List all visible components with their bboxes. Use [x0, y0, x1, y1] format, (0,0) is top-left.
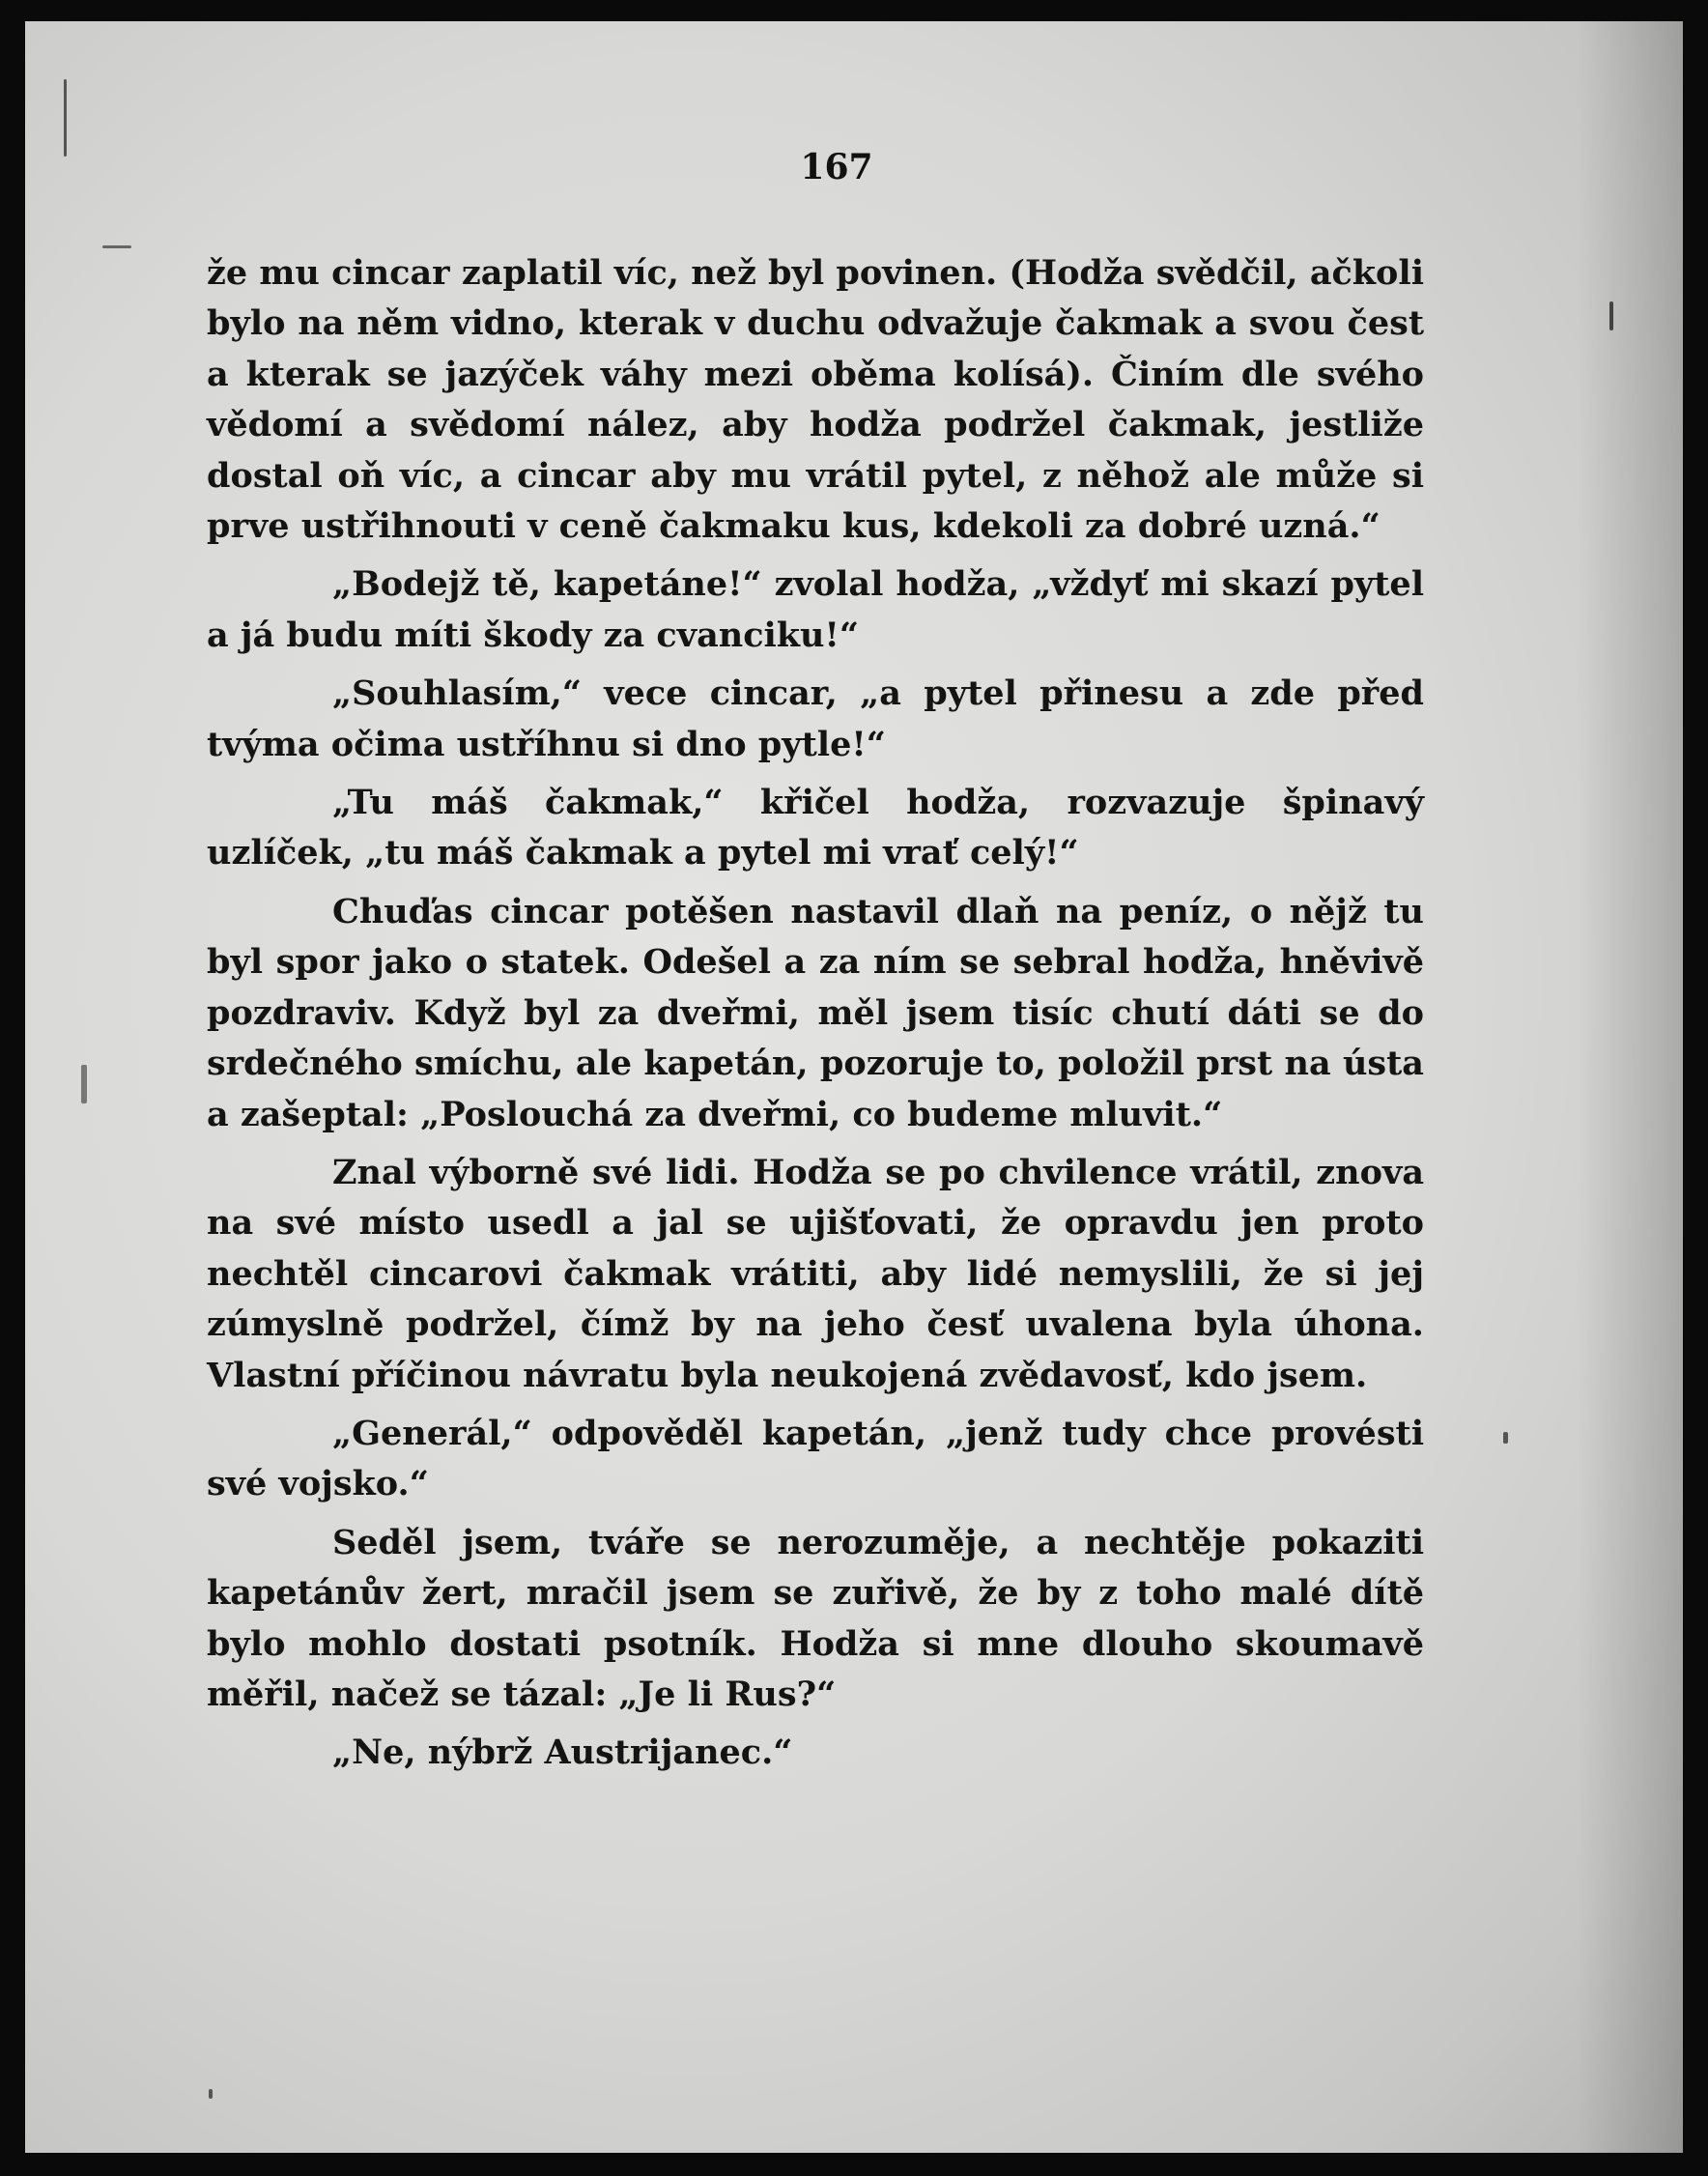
paragraph: že mu cincar zaplatil víc, než byl povinen. (Hodža svědčil, ačkoli bylo na něm vidno, kterak v duchu odvažuje čakmak a svou čest a kterak se jazýček váhy mezi oběma kolísá). Činím dle svého vědomí a svědomí nález, aby hodža podržel čakmak, jestliže dostal oň víc, a cincar aby mu vrátil pytel, z něhož ale může si prve ustřihnouti v ceně čakmaku kus, kdekoli za dobré uzná.“ [207, 253, 1424, 547]
paragraph: „Bodejž tě, kapetáne!“ zvolal hodža, „vždyť mi skazí pytel a já budu míti škody za cvanciku!“ [207, 564, 1424, 655]
paragraph: Znal výborně své lidi. Hodža se po chvilence vrátil, znova na své místo usedl a jal se ujišťovati, že opravdu jen proto nechtěl cincarovi čakmak vrátiti, aby lidé nemyslili, že si jej zúmyslně podržel, čímž by na jeho česť uvalena byla úhona. Vlastní příčinou návratu byla neukojená zvědavosť, kdo jsem. [207, 1152, 1424, 1395]
scan-artifact [209, 2089, 213, 2099]
scan-artifact [81, 1065, 87, 1103]
book-page [25, 21, 1683, 2153]
scan-artifact [1503, 1432, 1508, 1444]
paragraph: Seděl jsem, tváře se nerozuměje, a nechtěje pokaziti kapetánův žert, mračil jsem se zuřivě, že by z toho malé dítě bylo mohlo dostati psotník. Hodža si mne dlouho skoumavě měřil, načež se tázal: „Je li Rus?“ [207, 1522, 1424, 1714]
scan-artifact [1609, 301, 1613, 330]
paragraph: „Tu máš čakmak,“ křičel hodža, rozvazuje špinavý uzlíček, „tu máš čakmak a pytel mi vrať celý!“ [207, 783, 1424, 873]
body-text [207, 248, 1424, 1787]
paragraph: „Generál,“ odpověděl kapetán, „jenž tudy chce provésti své vojsko.“ [207, 1413, 1424, 1504]
paragraph: Chuďas cincar potěšen nastavil dlaň na peníz, o nějž tu byl spor jako o statek. Odešel a za ním se sebral hodža, hněvivě pozdraviv. Když byl za dveřmi, měl jsem tisíc chutí dáti se do srdečného smíchu, ale kapetán, pozoruje to, položil prst na ústa a zašeptal: „Poslouchá za dveřmi, co budeme mluvit.“ [207, 891, 1424, 1134]
scan-artifact [64, 79, 67, 157]
paragraph: „Ne, nýbrž Austrijanec.“ [332, 1732, 793, 1773]
scan-artifact [102, 245, 131, 248]
page-number: 167 [800, 147, 873, 187]
paragraph: „Souhlasím,“ vece cincar, „a pytel přinesu a zde před tvýma očima ustříhnu si dno pytle!“ [207, 673, 1424, 764]
